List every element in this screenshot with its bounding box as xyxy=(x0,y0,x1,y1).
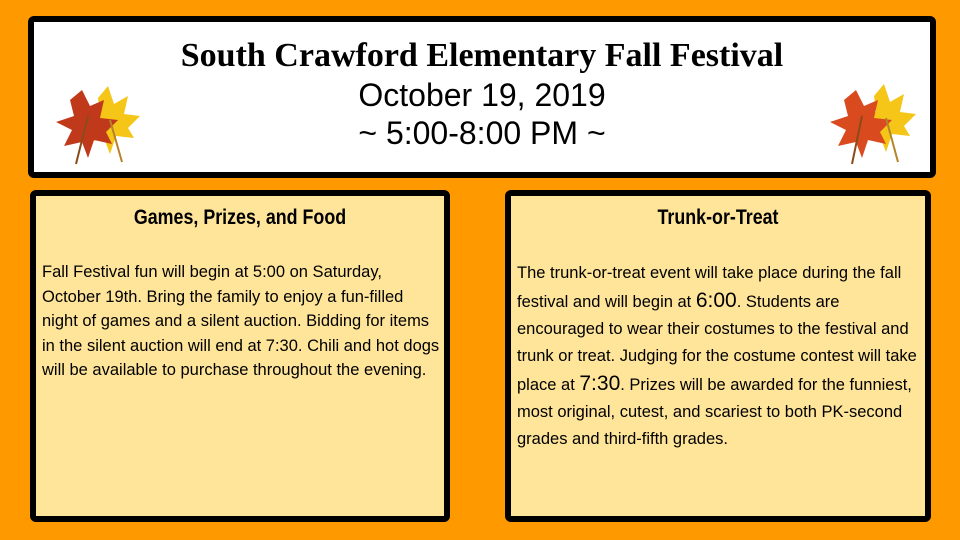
festival-time: ~ 5:00-8:00 PM ~ xyxy=(358,115,606,151)
trunk-panel-body xyxy=(517,260,921,453)
header-banner xyxy=(28,16,936,178)
maple-leaves-icon xyxy=(822,76,922,166)
maple-leaves-icon xyxy=(48,76,148,166)
trunk-start-time: 6:00 xyxy=(695,289,737,312)
trunk-or-treat-panel xyxy=(505,190,931,522)
games-panel-body: Fall Festival fun will begin at 5:00 on Saturday, October 19th. Bring the family to enjoy a fun-filled night of games and a silent auction. Bidding for items in the silent auction will end at 7:30. Chili and hot dogs will be available to purchase throughout the evening. xyxy=(42,263,440,380)
festival-title: South Crawford Elementary Fall Festival xyxy=(180,37,784,74)
trunk-panel-heading: Trunk-or-Treat xyxy=(657,206,779,229)
festival-date: October 19, 2019 xyxy=(358,77,606,113)
games-panel-heading: Games, Prizes, and Food xyxy=(133,206,347,229)
trunk-body-part1: The trunk-or-treat event will take place during the fall festival and will begin at xyxy=(517,264,902,311)
trunk-body-part2: . Students are encouraged to wear their costumes to the festival and trunk or treat. Judging for the costume contest will take place at xyxy=(517,293,917,394)
trunk-body-part3: . Prizes will be awarded for the funniest, most original, cutest, and scariest to both PK-second grades and third-fifth grades. xyxy=(517,376,912,448)
games-prizes-food-panel xyxy=(30,190,450,522)
trunk-judging-time: 7:30 xyxy=(579,372,621,395)
